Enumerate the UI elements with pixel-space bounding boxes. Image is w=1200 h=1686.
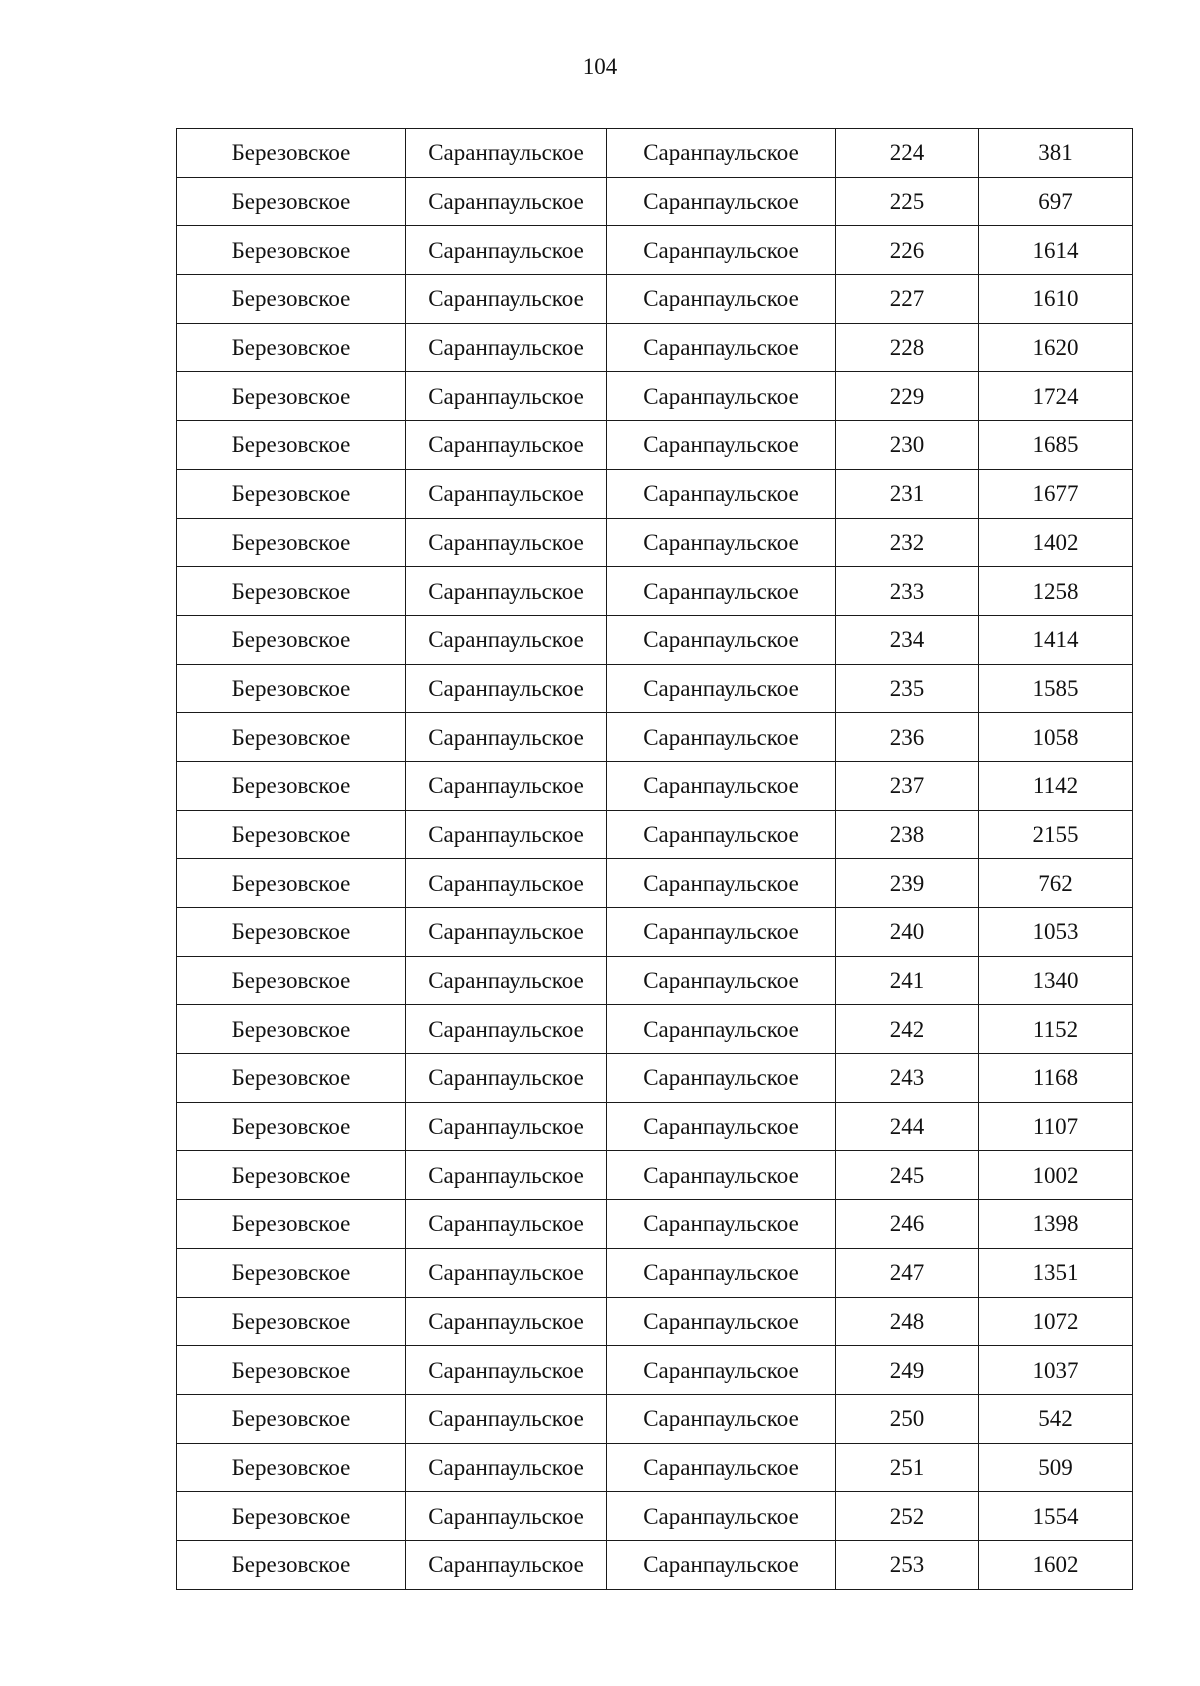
locality-cell: Саранпаульское xyxy=(607,1297,836,1346)
locality-cell: Саранпаульское xyxy=(607,567,836,616)
district-cell: Березовское xyxy=(177,469,406,518)
settlement-cell: Саранпаульское xyxy=(406,226,607,275)
district-cell: Березовское xyxy=(177,1394,406,1443)
value-cell: 1602 xyxy=(979,1540,1133,1589)
locality-cell: Саранпаульское xyxy=(607,129,836,178)
district-cell: Березовское xyxy=(177,275,406,324)
locality-cell: Саранпаульское xyxy=(607,956,836,1005)
settlement-cell: Саранпаульское xyxy=(406,469,607,518)
value-cell: 381 xyxy=(979,129,1133,178)
value-cell: 697 xyxy=(979,177,1133,226)
number-cell: 250 xyxy=(836,1394,979,1443)
locality-cell: Саранпаульское xyxy=(607,1102,836,1151)
district-cell: Березовское xyxy=(177,664,406,713)
district-cell: Березовское xyxy=(177,1492,406,1541)
table-row xyxy=(177,177,1133,226)
value-cell: 2155 xyxy=(979,810,1133,859)
table-row xyxy=(177,664,1133,713)
settlement-cell: Саранпаульское xyxy=(406,713,607,762)
locality-cell: Саранпаульское xyxy=(607,664,836,713)
settlement-cell: Саранпаульское xyxy=(406,275,607,324)
locality-cell: Саранпаульское xyxy=(607,1443,836,1492)
number-cell: 252 xyxy=(836,1492,979,1541)
number-cell: 240 xyxy=(836,908,979,957)
district-cell: Березовское xyxy=(177,1102,406,1151)
value-cell: 1037 xyxy=(979,1346,1133,1395)
table-row xyxy=(177,1540,1133,1589)
settlement-cell: Саранпаульское xyxy=(406,908,607,957)
value-cell: 1002 xyxy=(979,1151,1133,1200)
number-cell: 227 xyxy=(836,275,979,324)
locality-cell: Саранпаульское xyxy=(607,421,836,470)
table-row xyxy=(177,226,1133,275)
number-cell: 231 xyxy=(836,469,979,518)
number-cell: 232 xyxy=(836,518,979,567)
table-row xyxy=(177,129,1133,178)
number-cell: 237 xyxy=(836,761,979,810)
value-cell: 1053 xyxy=(979,908,1133,957)
settlement-cell: Саранпаульское xyxy=(406,1492,607,1541)
number-cell: 226 xyxy=(836,226,979,275)
settlement-cell: Саранпаульское xyxy=(406,1200,607,1249)
table-row xyxy=(177,518,1133,567)
district-cell: Березовское xyxy=(177,1443,406,1492)
value-cell: 1340 xyxy=(979,956,1133,1005)
locality-cell: Саранпаульское xyxy=(607,1540,836,1589)
district-cell: Березовское xyxy=(177,518,406,567)
number-cell: 225 xyxy=(836,177,979,226)
value-cell: 1677 xyxy=(979,469,1133,518)
value-cell: 1058 xyxy=(979,713,1133,762)
district-cell: Березовское xyxy=(177,421,406,470)
locality-cell: Саранпаульское xyxy=(607,761,836,810)
district-cell: Березовское xyxy=(177,956,406,1005)
value-cell: 1152 xyxy=(979,1005,1133,1054)
table-row xyxy=(177,567,1133,616)
settlement-cell: Саранпаульское xyxy=(406,421,607,470)
number-cell: 242 xyxy=(836,1005,979,1054)
table-row xyxy=(177,1492,1133,1541)
settlement-cell: Саранпаульское xyxy=(406,1005,607,1054)
district-cell: Березовское xyxy=(177,129,406,178)
settlement-cell: Саранпаульское xyxy=(406,1054,607,1103)
value-cell: 1168 xyxy=(979,1054,1133,1103)
district-cell: Березовское xyxy=(177,1005,406,1054)
district-cell: Березовское xyxy=(177,1248,406,1297)
table-body xyxy=(177,129,1133,1590)
district-cell: Березовское xyxy=(177,859,406,908)
number-cell: 234 xyxy=(836,615,979,664)
table-row xyxy=(177,713,1133,762)
number-cell: 246 xyxy=(836,1200,979,1249)
settlement-cell: Саранпаульское xyxy=(406,323,607,372)
table-row xyxy=(177,908,1133,957)
number-cell: 239 xyxy=(836,859,979,908)
table-row xyxy=(177,323,1133,372)
district-cell: Березовское xyxy=(177,226,406,275)
table-row xyxy=(177,275,1133,324)
number-cell: 249 xyxy=(836,1346,979,1395)
locality-cell: Саранпаульское xyxy=(607,1248,836,1297)
district-cell: Березовское xyxy=(177,810,406,859)
district-cell: Березовское xyxy=(177,1151,406,1200)
data-table-container xyxy=(176,128,1132,1590)
settlement-cell: Саранпаульское xyxy=(406,615,607,664)
locality-cell: Саранпаульское xyxy=(607,275,836,324)
locality-cell: Саранпаульское xyxy=(607,177,836,226)
number-cell: 230 xyxy=(836,421,979,470)
locality-cell: Саранпаульское xyxy=(607,518,836,567)
value-cell: 1351 xyxy=(979,1248,1133,1297)
locality-cell: Саранпаульское xyxy=(607,810,836,859)
district-cell: Березовское xyxy=(177,323,406,372)
table-row xyxy=(177,859,1133,908)
settlement-cell: Саранпаульское xyxy=(406,1540,607,1589)
locality-cell: Саранпаульское xyxy=(607,615,836,664)
number-cell: 251 xyxy=(836,1443,979,1492)
value-cell: 1554 xyxy=(979,1492,1133,1541)
table-row xyxy=(177,956,1133,1005)
settlement-cell: Саранпаульское xyxy=(406,1102,607,1151)
settlement-cell: Саранпаульское xyxy=(406,956,607,1005)
number-cell: 233 xyxy=(836,567,979,616)
locality-cell: Саранпаульское xyxy=(607,1200,836,1249)
value-cell: 1685 xyxy=(979,421,1133,470)
district-cell: Березовское xyxy=(177,372,406,421)
table-row xyxy=(177,1054,1133,1103)
table-row xyxy=(177,1005,1133,1054)
number-cell: 243 xyxy=(836,1054,979,1103)
settlement-cell: Саранпаульское xyxy=(406,1443,607,1492)
table-row xyxy=(177,421,1133,470)
district-cell: Березовское xyxy=(177,1054,406,1103)
district-cell: Березовское xyxy=(177,908,406,957)
number-cell: 245 xyxy=(836,1151,979,1200)
settlement-cell: Саранпаульское xyxy=(406,859,607,908)
number-cell: 238 xyxy=(836,810,979,859)
settlement-cell: Саранпаульское xyxy=(406,372,607,421)
district-cell: Березовское xyxy=(177,1200,406,1249)
value-cell: 1610 xyxy=(979,275,1133,324)
table-row xyxy=(177,1394,1133,1443)
locality-cell: Саранпаульское xyxy=(607,1492,836,1541)
settlement-cell: Саранпаульское xyxy=(406,1346,607,1395)
table-row xyxy=(177,1102,1133,1151)
settlement-cell: Саранпаульское xyxy=(406,664,607,713)
table-row xyxy=(177,1151,1133,1200)
value-cell: 1402 xyxy=(979,518,1133,567)
value-cell: 1724 xyxy=(979,372,1133,421)
table-row xyxy=(177,761,1133,810)
locality-cell: Саранпаульское xyxy=(607,1151,836,1200)
settlement-cell: Саранпаульское xyxy=(406,1151,607,1200)
settlement-cell: Саранпаульское xyxy=(406,1394,607,1443)
settlement-cell: Саранпаульское xyxy=(406,177,607,226)
settlement-cell: Саранпаульское xyxy=(406,761,607,810)
settlement-cell: Саранпаульское xyxy=(406,810,607,859)
locality-cell: Саранпаульское xyxy=(607,323,836,372)
locality-cell: Саранпаульское xyxy=(607,372,836,421)
locality-cell: Саранпаульское xyxy=(607,226,836,275)
value-cell: 509 xyxy=(979,1443,1133,1492)
table-row xyxy=(177,1297,1133,1346)
settlement-cell: Саранпаульское xyxy=(406,1297,607,1346)
value-cell: 1414 xyxy=(979,615,1133,664)
table-row xyxy=(177,372,1133,421)
locality-cell: Саранпаульское xyxy=(607,908,836,957)
number-cell: 228 xyxy=(836,323,979,372)
data-table xyxy=(176,128,1133,1590)
number-cell: 247 xyxy=(836,1248,979,1297)
number-cell: 236 xyxy=(836,713,979,762)
locality-cell: Саранпаульское xyxy=(607,713,836,762)
number-cell: 229 xyxy=(836,372,979,421)
value-cell: 1398 xyxy=(979,1200,1133,1249)
value-cell: 762 xyxy=(979,859,1133,908)
settlement-cell: Саранпаульское xyxy=(406,567,607,616)
table-row xyxy=(177,469,1133,518)
locality-cell: Саранпаульское xyxy=(607,469,836,518)
district-cell: Березовское xyxy=(177,1346,406,1395)
table-row xyxy=(177,1443,1133,1492)
value-cell: 1614 xyxy=(979,226,1133,275)
value-cell: 1258 xyxy=(979,567,1133,616)
table-row xyxy=(177,1346,1133,1395)
locality-cell: Саранпаульское xyxy=(607,859,836,908)
settlement-cell: Саранпаульское xyxy=(406,129,607,178)
locality-cell: Саранпаульское xyxy=(607,1005,836,1054)
settlement-cell: Саранпаульское xyxy=(406,518,607,567)
locality-cell: Саранпаульское xyxy=(607,1394,836,1443)
district-cell: Березовское xyxy=(177,615,406,664)
district-cell: Березовское xyxy=(177,1540,406,1589)
district-cell: Березовское xyxy=(177,761,406,810)
number-cell: 248 xyxy=(836,1297,979,1346)
number-cell: 253 xyxy=(836,1540,979,1589)
value-cell: 542 xyxy=(979,1394,1133,1443)
table-row xyxy=(177,1200,1133,1249)
page-number: 104 xyxy=(582,54,618,79)
table-row xyxy=(177,1248,1133,1297)
district-cell: Березовское xyxy=(177,177,406,226)
table-row xyxy=(177,615,1133,664)
district-cell: Березовское xyxy=(177,567,406,616)
value-cell: 1585 xyxy=(979,664,1133,713)
value-cell: 1142 xyxy=(979,761,1133,810)
value-cell: 1072 xyxy=(979,1297,1133,1346)
district-cell: Березовское xyxy=(177,1297,406,1346)
table-row xyxy=(177,810,1133,859)
settlement-cell: Саранпаульское xyxy=(406,1248,607,1297)
district-cell: Березовское xyxy=(177,713,406,762)
number-cell: 241 xyxy=(836,956,979,1005)
number-cell: 224 xyxy=(836,129,979,178)
locality-cell: Саранпаульское xyxy=(607,1054,836,1103)
value-cell: 1107 xyxy=(979,1102,1133,1151)
value-cell: 1620 xyxy=(979,323,1133,372)
number-cell: 244 xyxy=(836,1102,979,1151)
locality-cell: Саранпаульское xyxy=(607,1346,836,1395)
number-cell: 235 xyxy=(836,664,979,713)
